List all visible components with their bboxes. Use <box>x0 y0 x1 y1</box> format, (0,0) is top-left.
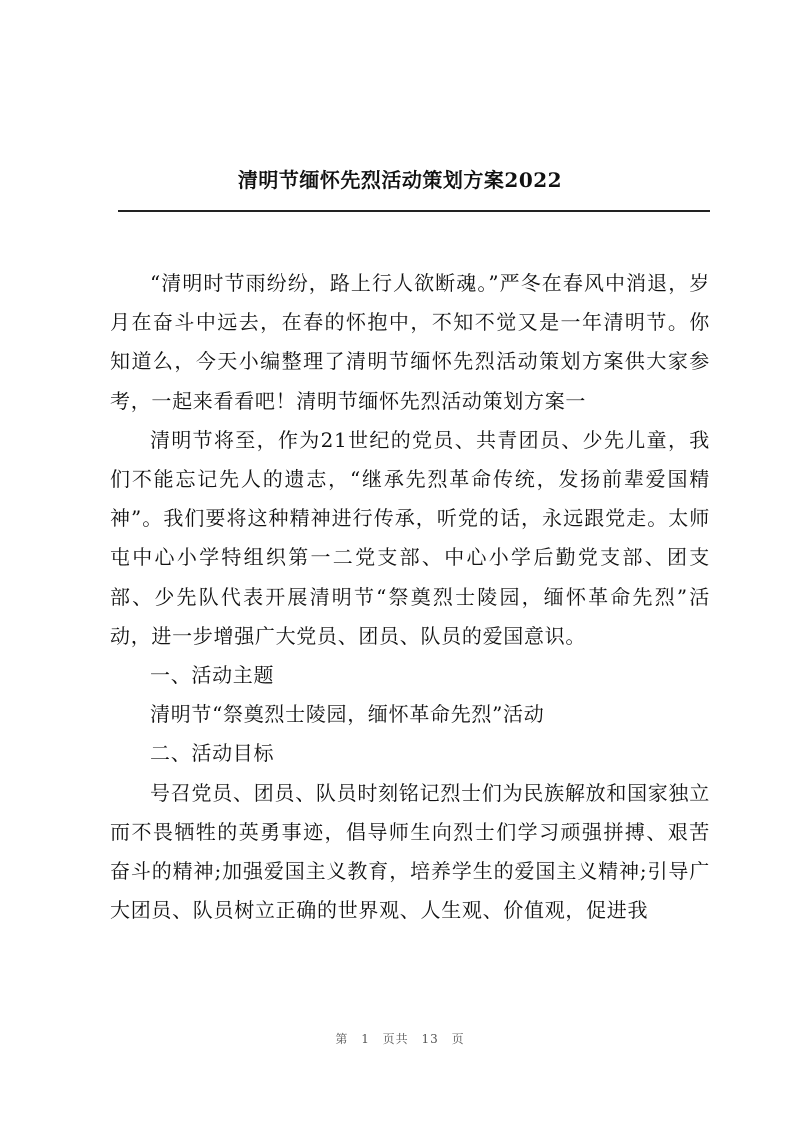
section-heading-goals: 二、活动目标 <box>150 741 275 766</box>
title-divider <box>118 210 710 212</box>
body-paragraph-intro: “清明时节雨纷纷，路上行人欲断魂。”严冬在春风中消退，岁月在奋斗中远去，在春的怀抱中，不知不觉又是一年清明节。你知道么，今天小编整理了清明节缅怀先烈活动策划方案供大家参考，一起来看看吧！清明节缅怀先烈活动策划方案一 <box>110 271 710 413</box>
page-footer: 第 1 页共 13 页 <box>335 1032 465 1046</box>
document-body <box>110 264 710 930</box>
body-paragraph-theme: 清明节“祭奠烈士陵园，缅怀革命先烈”活动 <box>150 702 545 727</box>
body-paragraph-background: 清明节将至，作为21世纪的党员、共青团员、少先儿童，我们不能忘记先人的遗志，“继承先烈革命传统，发扬前辈爱国精神”。我们要将这种精神进行传承，听党的话，永远跟党走。太师屯中心小学特组织第一二党支部、中心小学后勤党支部、团支部、少先队代表开展清明节“祭奠烈士陵园，缅怀革命先烈”活动，进一步增强广大党员、团员、队员的爱国意识。 <box>110 427 710 648</box>
body-paragraph-goals: 号召党员、团员、队员时刻铭记烈士们为民族解放和国家独立而不畏牺牲的英勇事迹，倡导师生向烈士们学习顽强拼搏、艰苦奋斗的精神;加强爱国主义教育，培养学生的爱国主义精神;引导广大团员、队员树立正确的世界观、人生观、价值观，促进我 <box>110 780 710 923</box>
document-title: 清明节缅怀先烈活动策划方案2022 <box>237 168 563 192</box>
section-heading-theme: 一、活动主题 <box>150 663 275 688</box>
